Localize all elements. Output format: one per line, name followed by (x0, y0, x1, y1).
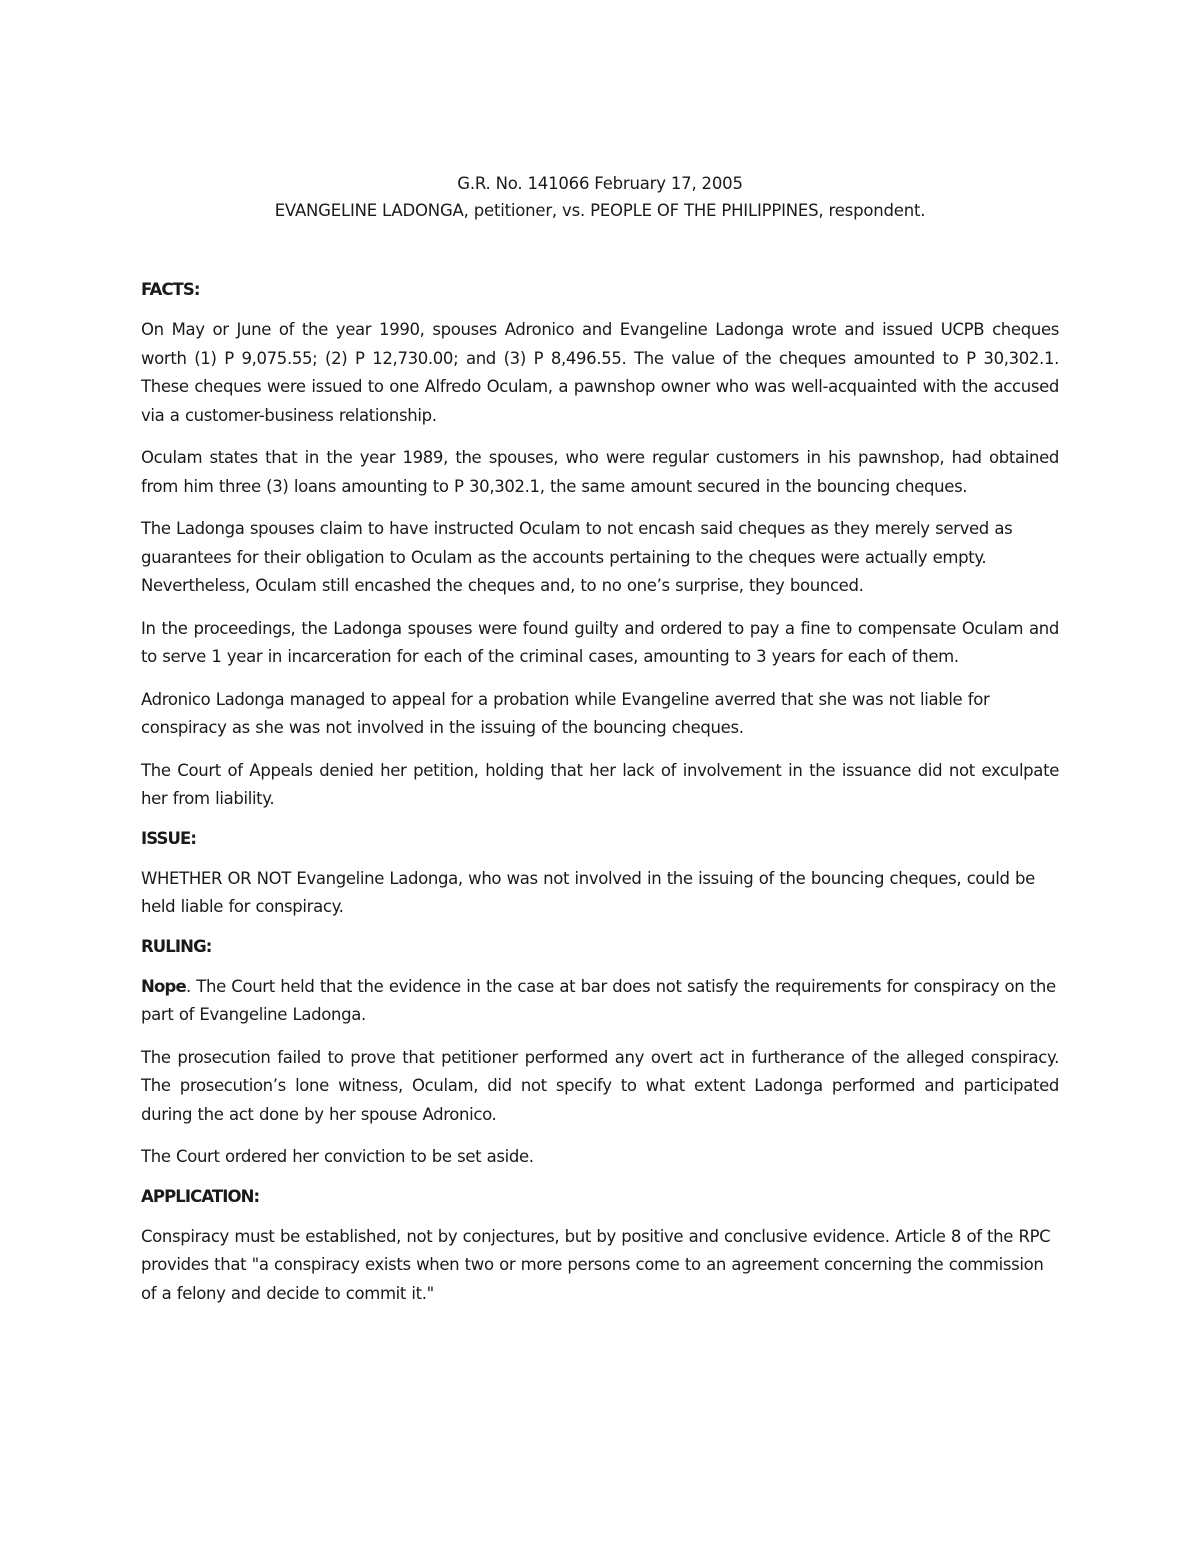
ruling-section (141, 936, 1059, 1172)
ruling-paragraph: The Court ordered her conviction to be set aside. (141, 1147, 534, 1166)
facts-paragraph: The Ladonga spouses claim to have instructed Oculam to not encash said cheques as they merely served as guarantees for their obligation to Oculam as the accounts pertaining to the cheques were actually empty. Nevertheless, Oculam still encashed the cheques and, to no one’s surprise, they bounced. (141, 519, 1013, 595)
facts-paragraph: Oculam states that in the year 1989, the spouses, who were regular customers in his pawnshop, had obtained from him three (3) loans amounting to P 30,302.1, the same amount secured in the bouncing cheques. (141, 448, 1059, 496)
ruling-lead-paragraph (141, 973, 1059, 1030)
issue-paragraph: WHETHER OR NOT Evangeline Ladonga, who was not involved in the issuing of the bouncing cheques, could be held liable for conspiracy. (141, 868, 1035, 916)
application-section (141, 1186, 1059, 1309)
ruling-heading: RULING: (141, 936, 212, 956)
facts-heading: FACTS: (141, 280, 200, 299)
ruling-verdict: Nope (141, 976, 186, 996)
facts-paragraph: Adronico Ladonga managed to appeal for a probation while Evangeline averred that she was not liable for conspiracy as she was not involved in the issuing of the bouncing cheques. (141, 689, 990, 737)
ruling-paragraph: The prosecution failed to prove that petitioner performed any overt act in furtherance of the alleged conspiracy. The prosecution’s lone witness, Oculam, did not specify to what extent Ladonga performed and participated during the act done by her spouse Adronico. (141, 1047, 1059, 1124)
facts-paragraph: In the proceedings, the Ladonga spouses were found guilty and ordered to pay a fine to compensate Oculam and to serve 1 year in incarceration for each of the criminal cases, amounting to 3 years for each of them. (141, 618, 1059, 666)
facts-paragraph: On May or June of the year 1990, spouses Adronico and Evangeline Ladonga wrote and issued UCPB cheques worth (1) P 9,075.55; (2) P 12,730.00; and (3) P 8,496.55. The value of the cheques amounted to P 30,302.1. These cheques were issued to one Alfredo Oculam, a pawnshop owner who was well-acquainted with the accused via a customer-business relationship. (141, 320, 1059, 425)
ruling-lead-text: . The Court held that the evidence in the case at bar does not satisfy the requirements for conspiracy on the part of Evangeline Ladonga. (141, 976, 1056, 1024)
facts-section (141, 279, 1059, 814)
document-body (141, 170, 1059, 1322)
case-header (141, 170, 1059, 224)
issue-section (141, 828, 1059, 922)
case-parties: EVANGELINE LADONGA, petitioner, vs. PEOPLE OF THE PHILIPPINES, respondent. (274, 201, 926, 220)
case-number: G.R. No. 141066 February 17, 2005 (457, 174, 743, 193)
facts-paragraph: The Court of Appeals denied her petition, holding that her lack of involvement in the issuance did not exculpate her from liability. (141, 760, 1059, 808)
issue-heading: ISSUE: (141, 828, 197, 848)
application-heading: APPLICATION: (141, 1186, 260, 1206)
application-paragraph: Conspiracy must be established, not by conjectures, but by positive and conclusive evidence. Article 8 of the RPC provides that "a conspiracy exists when two or more persons come to an agreement concerning the commission of a felony and decide to commit it." (141, 1226, 1051, 1303)
